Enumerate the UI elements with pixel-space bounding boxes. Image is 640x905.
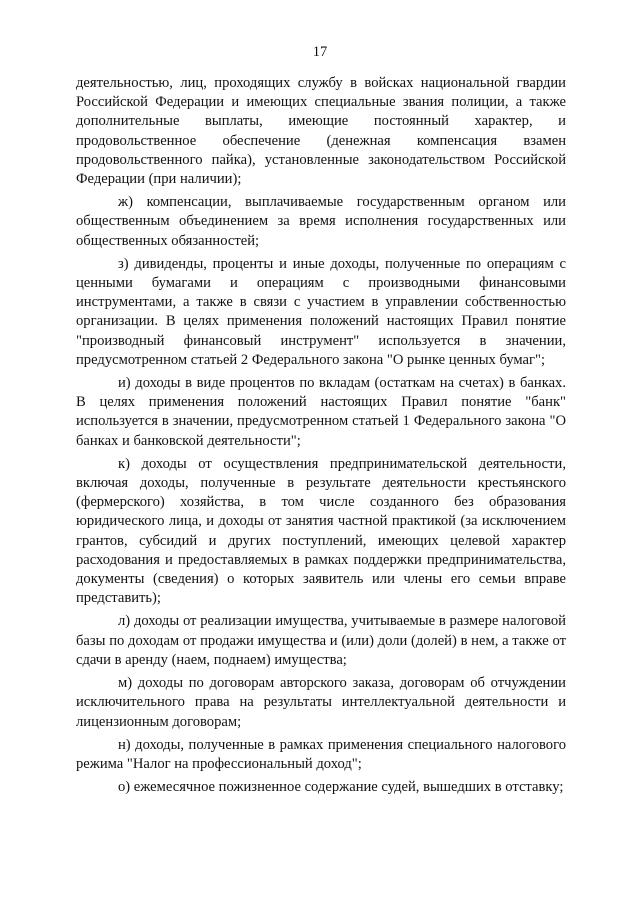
paragraph-m: м) доходы по договорам авторского заказа, договорам об отчуждении исключительного права на результаты интеллектуальной деятельности и лицензионным договорам;	[76, 675, 566, 730]
paragraph-l: л) доходы от реализации имущества, учитываемые в размере налоговой базы по доходам от продажи имущества и (или) доли (долей) в нем, а также от сдачи в аренду (наем, поднаем) имущества;	[76, 613, 566, 668]
paragraph-continuation: деятельностью, лиц, проходящих службу в войсках национальной гвардии Российской Федерации и имеющих специальные звания полиции, а также дополнительные выплаты, имеющие постоянный характер, и продовольственное обеспечение (денежная компенсация взамен продовольственного пайка), установленные законодательством Российской Федерации (при наличии);	[76, 75, 566, 188]
paragraph-k: к) доходы от осуществления предпринимательской деятельности, включая доходы, полученные в результате деятельности крестьянского (фермерского) хозяйства, в том числе созданного без образования юридического лица, и доходы от занятия частной практикой (за исключением грантов, субсидий и других поступлений, имеющих целевой характер расходования и предоставляемых в рамках поддержки предпринимательства, документы (сведения) о которых заявитель или члены его семьи вправе представить);	[76, 455, 566, 607]
paragraph-o: о) ежемесячное пожизненное содержание судей, вышедших в отставку;	[118, 779, 564, 796]
paragraph-n: н) доходы, полученные в рамках применения специального налогового режима "Налог на профессиональный доход";	[76, 736, 566, 772]
page-number: 17	[312, 44, 328, 60]
paragraph-z: з) дивиденды, проценты и иные доходы, полученные по операциям с ценными бумагами и операциям с производными финансовыми инструментами, а также в связи с участием в управлении собственностью организации. В целях применения положений настоящих Правил понятие "производный финансовый инструмент" используется в значении, предусмотренном статьей 2 Федерального закона "О рынке ценных бумаг";	[76, 255, 566, 368]
paragraph-i: и) доходы в виде процентов по вкладам (остаткам на счетах) в банках. В целях применения положений настоящих Правил понятие "банк" используется в значении, предусмотренном статьей 1 Федерального закона "О банках и банковской деятельности";	[76, 375, 566, 449]
paragraph-zh: ж) компенсации, выплачиваемые государственным органом или общественным объединением за время исполнения государственных или общественных обязанностей;	[76, 194, 566, 249]
document-body	[76, 74, 566, 801]
